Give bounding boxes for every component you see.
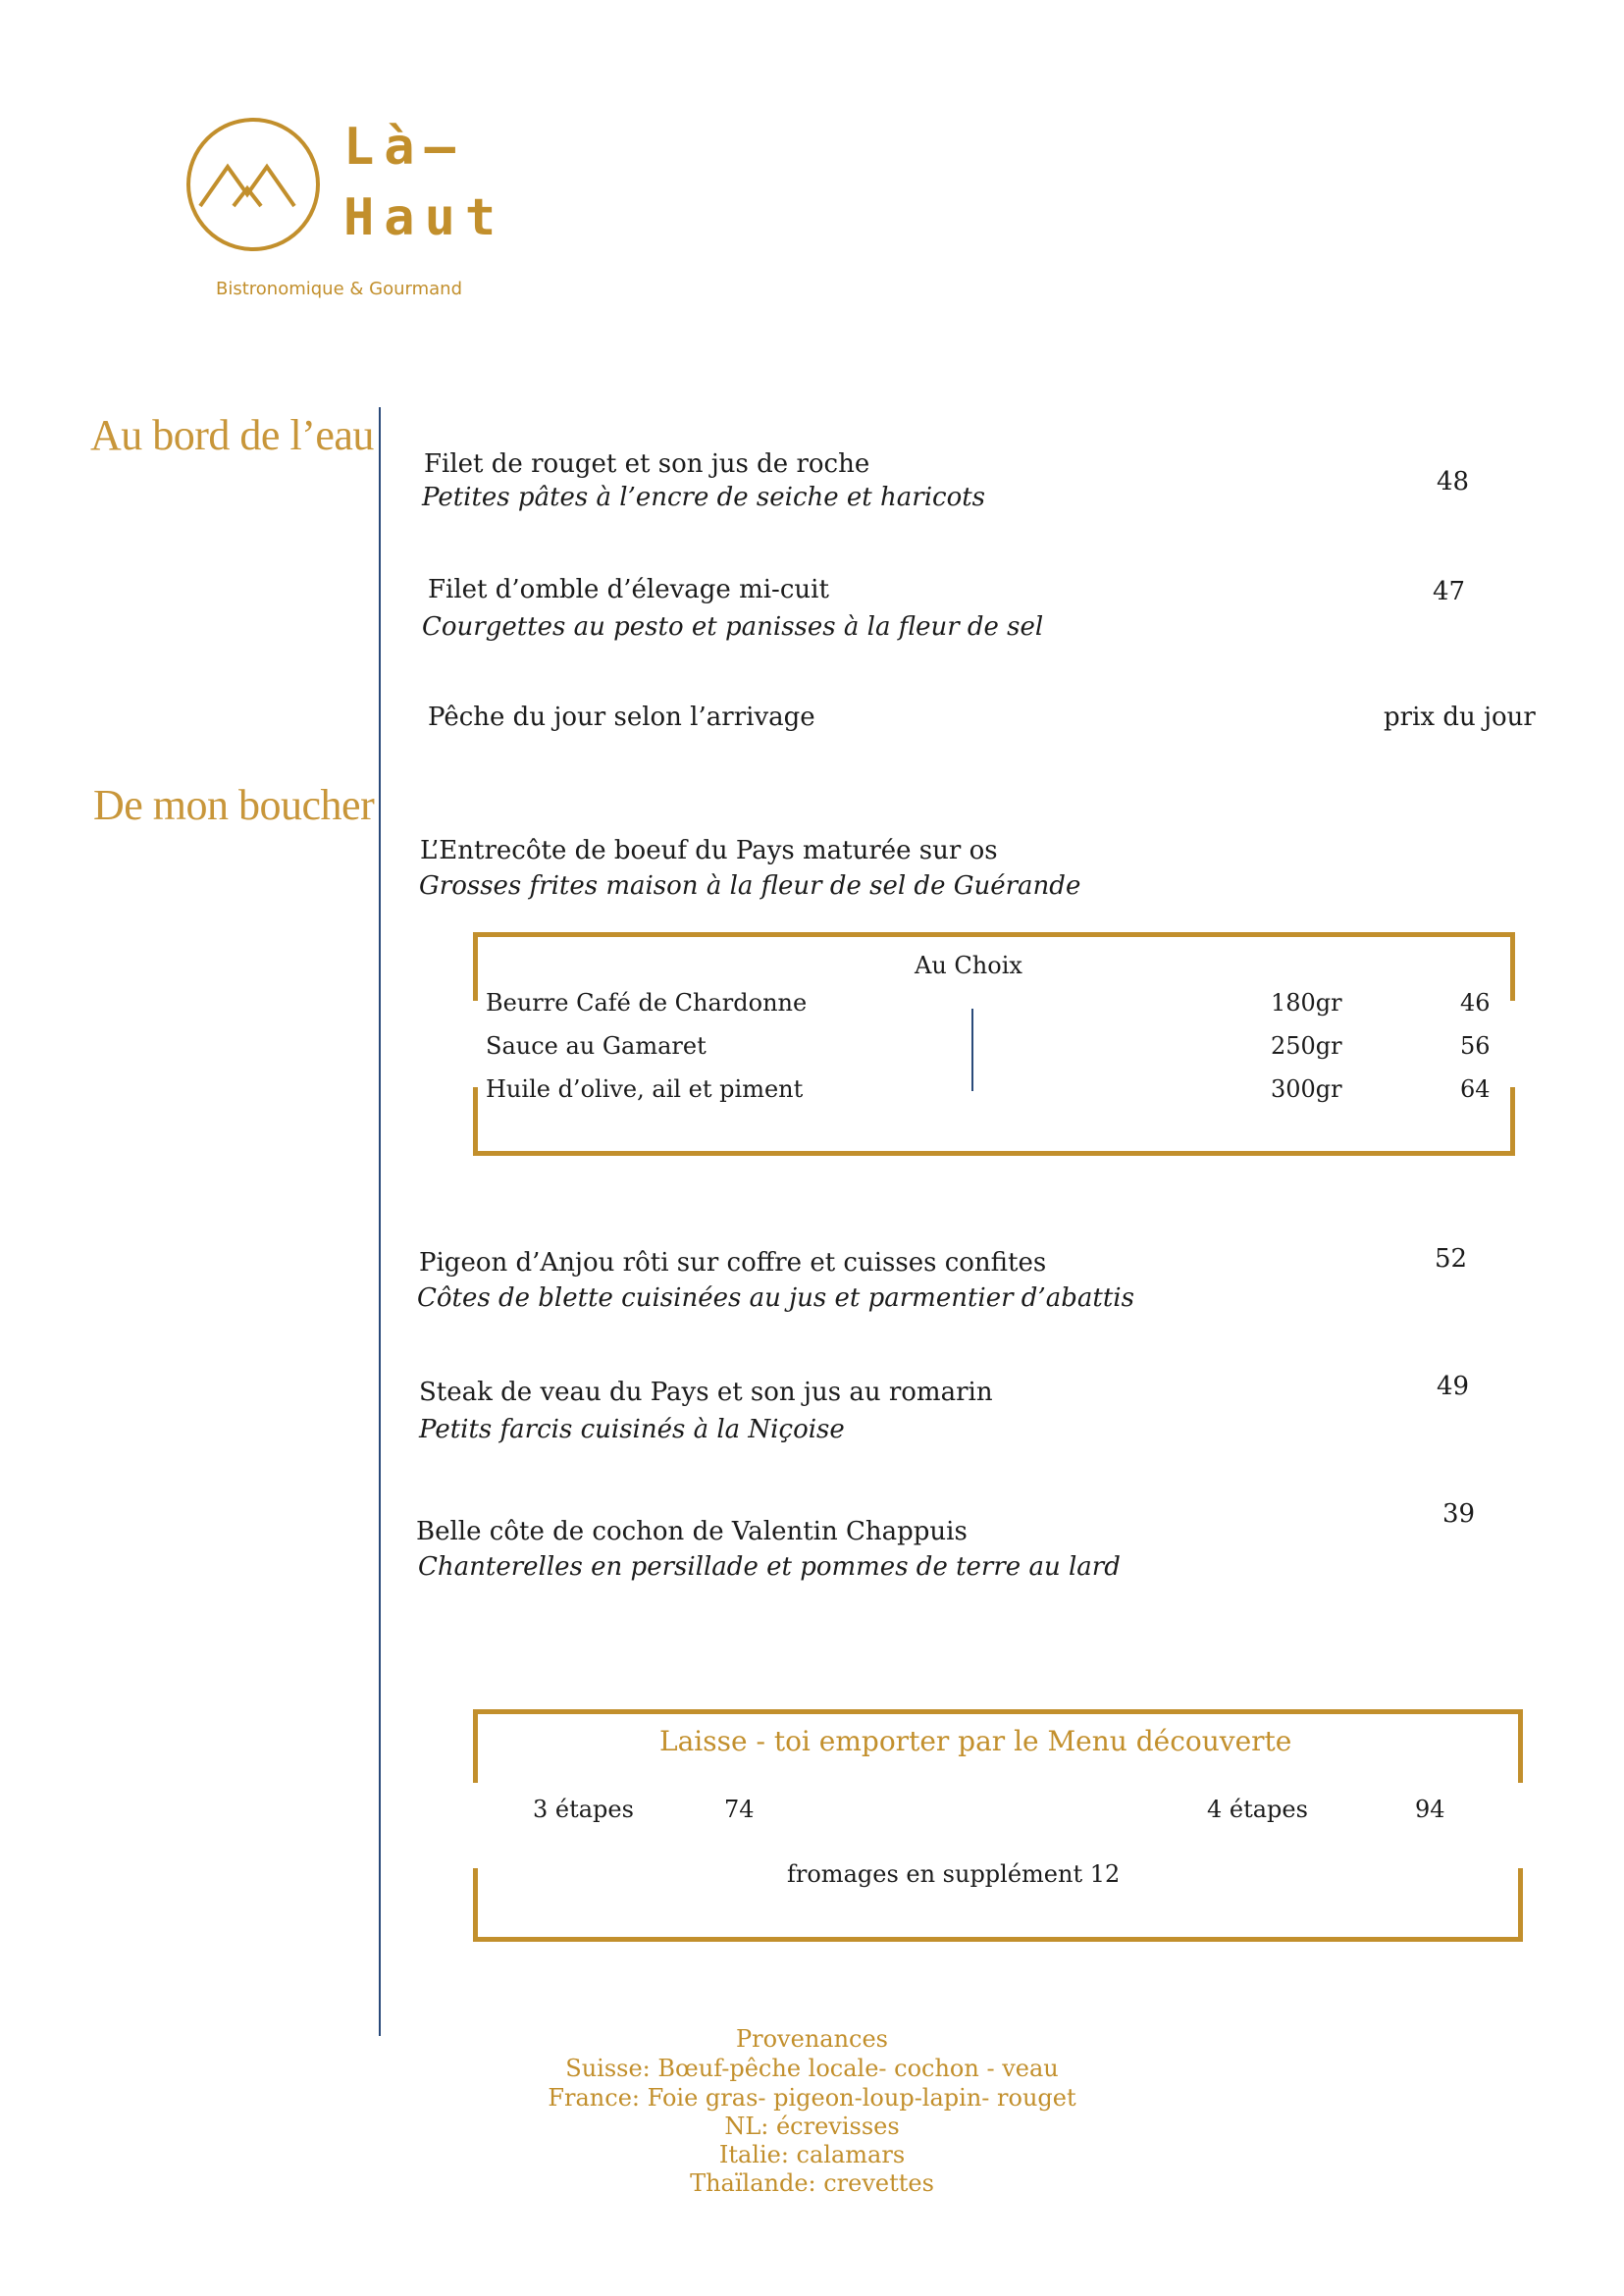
weight-option: 180gr: [1271, 989, 1342, 1017]
provenances-title: Provenances: [735, 2025, 888, 2053]
section-title-fish: Au bord de l’eau: [90, 411, 374, 459]
dish-price: 49: [1437, 1372, 1470, 1401]
sauce-option: Sauce au Gamaret: [486, 1032, 707, 1060]
choix-title: Au Choix: [915, 952, 1022, 979]
choix-divider: [971, 1009, 973, 1091]
dish-price: 52: [1435, 1244, 1468, 1274]
vertical-divider: [379, 407, 381, 2036]
dish-description: Chanterelles en persillade et pommes de terre au lard: [418, 1552, 1121, 1582]
mountain-circle-icon: [184, 116, 322, 253]
dish-name: Belle côte de cochon de Valentin Chappuis: [416, 1517, 968, 1546]
dish-name: Pêche du jour selon l’arrivage: [428, 703, 815, 732]
weight-price: 64: [1460, 1075, 1491, 1103]
decouverte-option-label: 4 étapes: [1207, 1796, 1308, 1823]
brand-name-line2: Haut: [343, 188, 506, 247]
dish-name: L’Entrecôte de boeuf du Pays maturée sur os: [420, 836, 998, 865]
dish-description: Grosses frites maison à la fleur de sel de Guérande: [419, 871, 1081, 901]
weight-price: 46: [1460, 989, 1491, 1017]
provenance-line: Italie: calamars: [718, 2141, 906, 2168]
dish-price: 47: [1433, 577, 1466, 606]
weight-price: 56: [1460, 1032, 1491, 1060]
dish-price: 39: [1442, 1499, 1476, 1529]
provenance-line: NL: écrevisses: [724, 2113, 900, 2140]
dish-description: Petits farcis cuisinés à la Niçoise: [419, 1415, 845, 1444]
provenance-line: France: Foie gras- pigeon-loup-lapin- rouget: [548, 2084, 1076, 2112]
provenance-line: Suisse: Bœuf-pêche locale- cochon - veau: [565, 2055, 1059, 2082]
decouverte-title: Laisse - toi emporter par le Menu découverte: [659, 1725, 1292, 1757]
sauce-option: Beurre Café de Chardonne: [486, 989, 808, 1017]
dish-description: Côtes de blette cuisinées au jus et parmentier d’abattis: [417, 1283, 1134, 1313]
decouverte-option-label: 3 étapes: [533, 1796, 634, 1823]
weight-option: 300gr: [1271, 1075, 1342, 1103]
brand-tagline: Bistronomique & Gourmand: [216, 279, 462, 299]
decouverte-option-price: 74: [724, 1796, 755, 1823]
section-title-meat: De mon boucher: [93, 781, 375, 829]
dish-name: Steak de veau du Pays et son jus au romarin: [419, 1378, 993, 1407]
dish-name: Pigeon d’Anjou rôti sur coffre et cuisses confites: [419, 1248, 1047, 1278]
dish-description: Petites pâtes à l’encre de seiche et haricots: [422, 483, 986, 512]
dish-price: prix du jour: [1384, 703, 1536, 732]
dish-price: 48: [1437, 467, 1470, 496]
decouverte-option-price: 94: [1415, 1796, 1445, 1823]
dish-name: Filet d’omble d’élevage mi-cuit: [428, 575, 829, 604]
decouverte-note: fromages en supplément 12: [787, 1860, 1121, 1888]
provenance-line: Thaïlande: crevettes: [690, 2169, 934, 2197]
brand-name-line1: Là—: [343, 118, 465, 177]
dish-name: Filet de rouget et son jus de roche: [424, 449, 870, 479]
sauce-option: Huile d’olive, ail et piment: [486, 1075, 804, 1103]
weight-option: 250gr: [1271, 1032, 1342, 1060]
dish-description: Courgettes au pesto et panisses à la fleur de sel: [422, 612, 1044, 642]
